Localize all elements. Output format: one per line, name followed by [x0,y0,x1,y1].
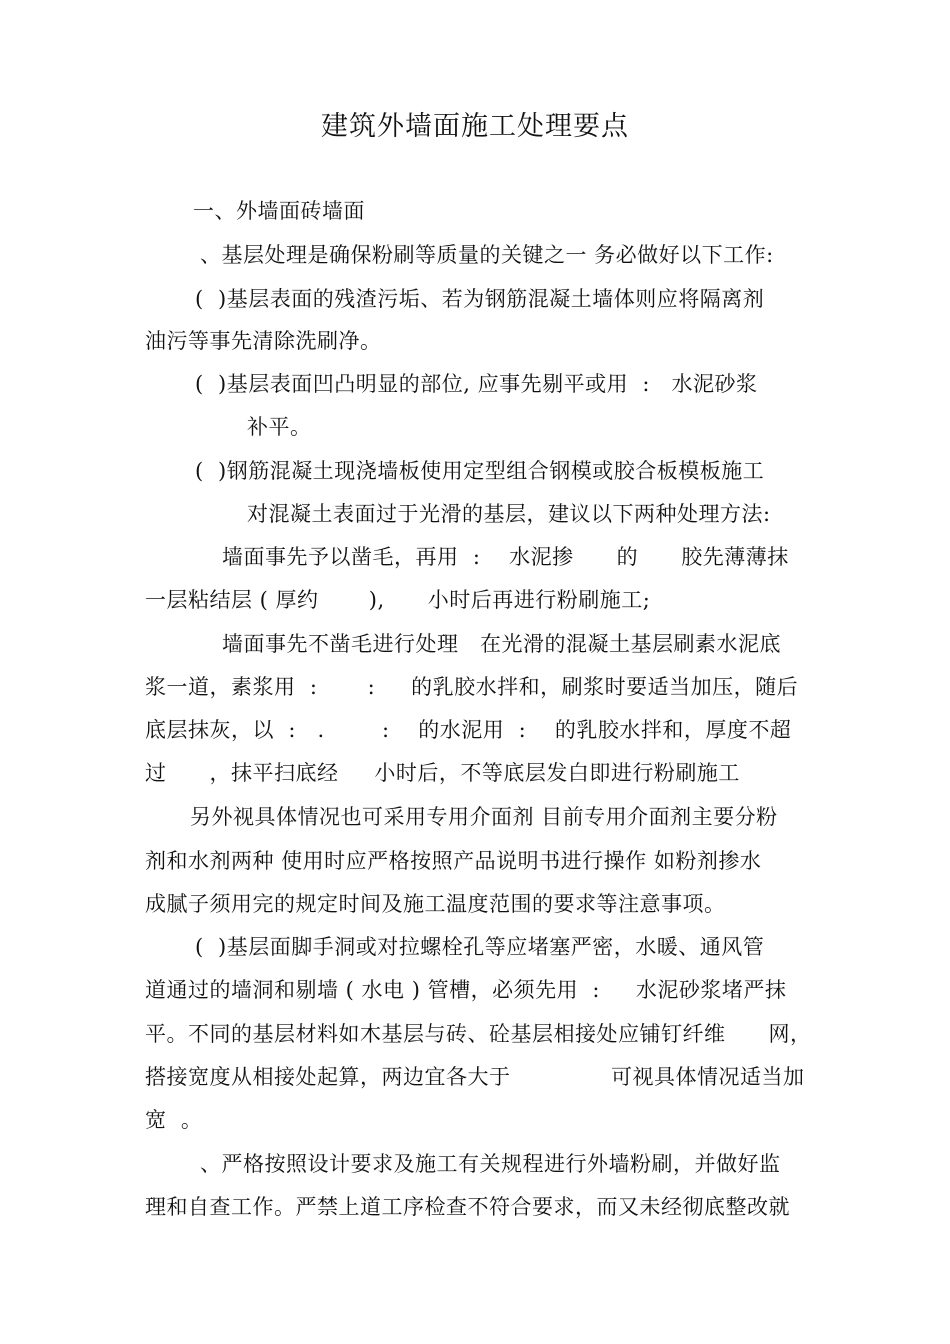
paragraph-line: 平。不同的基层材料如木基层与砖、砼基层相接处应铺钉纤维 网， [145,1022,812,1046]
paragraph-line: 、严格按照设计要求及施工有关规程进行外墙粉刷，并做好监 [200,1152,781,1176]
paragraph-line: 墙面事先予以凿毛，再用 : 水泥掺 的 胶先薄薄抹 [222,545,789,569]
paragraph-line: 剂和水剂两种 使用时应严格按照产品说明书进行操作 如粉剂掺水 [145,849,762,873]
document-title: 建筑外墙面施工处理要点 [321,111,629,142]
paragraph-line: 油污等事先清除洗刷净。 [145,329,382,353]
paragraph-line: 浆一道，素浆用 : : 的乳胶水拌和，刷浆时要适当加压，随后 [145,675,799,699]
paragraph-line: ( )基层面脚手洞或对拉螺栓孔等应堵塞严密，水暖、通风管 [195,935,765,959]
paragraph-line: 成腻子须用完的规定时间及施工温度范围的要求等注意事项。 [145,892,726,916]
section-heading: 一、外墙面砖墙面 [193,199,365,223]
paragraph-line: 搭接宽度从相接处起算，两边宜各大于 可视具体情况适当加 [145,1065,805,1089]
paragraph-line: 另外视具体情况也可采用专用介面剂 目前专用介面剂主要分粉 [190,805,778,829]
paragraph-line: 理和自查工作。严禁上道工序检查不符合要求，而又未经彻底整改就 [145,1195,790,1219]
paragraph-line: 过 ，抹平扫底经 小时后，不等底层发白即进行粉刷施工 [145,761,740,785]
paragraph-line: ( )钢筋混凝土现浇墙板使用定型组合钢模或胶合板模板施工 [195,459,765,483]
paragraph-line: 、基层处理是确保粉刷等质量的关键之一 务必做好以下工作: [200,243,774,267]
paragraph-line: 一层粘结层 ( 厚约 ), 小时后再进行粉刷施工; [145,588,651,612]
paragraph-line: 底层抹灰，以 : . : 的水泥用 : 的乳胶水拌和，厚度不超 [145,718,792,742]
paragraph-line: 补平。 [247,415,312,439]
paragraph-line: 道通过的墙洞和剔墙 ( 水电 ) 管槽，必须先用 : 水泥砂浆堵严抹 [145,978,787,1002]
paragraph-line: 对混凝土表面过于光滑的基层，建议以下两种处理方法: [247,502,771,526]
paragraph-line: ( )基层表面凹凸明显的部位, 应事先剔平或用 : 水泥砂浆 [195,372,758,396]
paragraph-line: 墙面事先不凿毛进行处理 在光滑的混凝土基层刷素水泥底 [222,632,782,656]
paragraph-line: ( )基层表面的残渣污垢、若为钢筋混凝土墙体则应将隔离剂 [195,287,765,311]
paragraph-line: 宽 。 [145,1108,203,1132]
